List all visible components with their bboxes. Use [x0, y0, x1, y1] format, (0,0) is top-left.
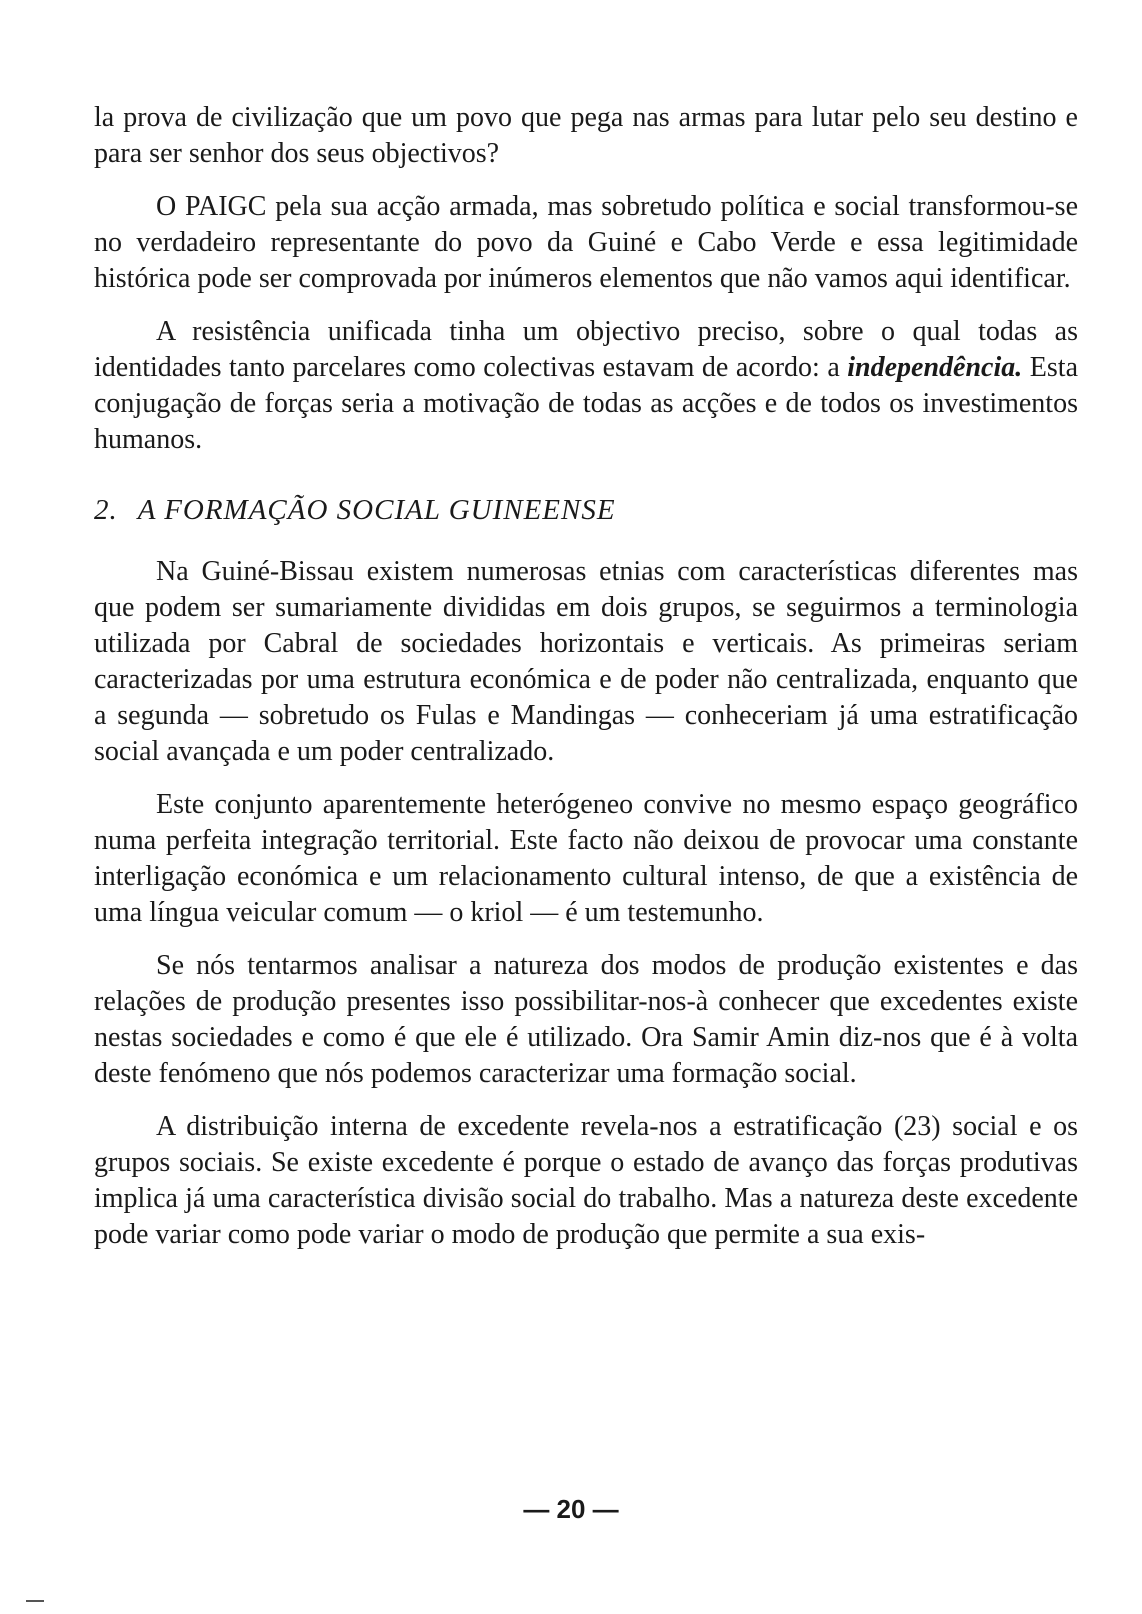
paragraph-6: Se nós tentarmos analisar a natureza dos modos de produção existentes e das relações de produção presentes isso possibilitar-nos-à conhecer que excedentes existe nestas sociedades e como é que ele é utilizado. Ora Samir Amin diz-nos que é à volta deste fenómeno que nós podemos caracterizar uma formação social.: [94, 950, 1078, 1089]
section-title: A FORMAÇÃO SOCIAL GUINEENSE: [137, 494, 616, 526]
margin-mark: [26, 1600, 44, 1602]
paragraph-3-end: Esta conjugação de forças seria a motivação de todas as acções e de todos os investimentos humanos.: [94, 352, 1078, 455]
paragraph-4: Na Guiné-Bissau existem numerosas etnias com características diferentes mas que podem ser sumariamente divididas em dois grupos, se seguirmos a terminologia utilizada por Cabral de sociedades horizontais e verticais. As primeiras seriam caracterizadas por uma estrutura económica e de poder não centralizada, enquanto que a segunda — sobretudo os Fulas e Mandingas — conheceriam já uma estratificação social avançada e um poder centralizado.: [94, 556, 1078, 767]
paragraph-5: Este conjunto aparentemente heterógeneo convive no mesmo espaço geográfico numa perfeita integração territorial. Este facto não deixou de provocar uma constante interligação económica e um relacionamento cultural intenso, de que a existência de uma língua veicular comum — o kriol — é um testemunho.: [94, 789, 1078, 928]
paragraph-1: la prova de civilização que um povo que pega nas armas para lutar pelo seu destino e para ser senhor dos seus objectivos?: [94, 102, 1078, 169]
page-number: — 20 —: [523, 1494, 619, 1524]
section-number: 2.: [94, 494, 118, 526]
paragraph-7: A distribuição interna de excedente revela-nos a estratificação (23) social e os grupos sociais. Se existe excedente é porque o estado de avanço das forças produtivas implica já uma característica divisão social do trabalho. Mas a natureza deste excedente pode variar como pode variar o modo de produção que permite a sua exis-: [94, 1111, 1078, 1250]
paragraph-3-start: A resistência unificada tinha um objectivo preciso, sobre o qual todas as identidades tanto parcelares como colectivas estavam de acordo: a: [94, 316, 1078, 383]
page-body: [94, 100, 1078, 1270]
paragraph-3: [94, 314, 1078, 458]
paragraph-2: O PAIGC pela sua acção armada, mas sobretudo política e social transformou-se no verdadeiro representante do povo da Guiné e Cabo Verde e essa legitimidade histórica pode ser comprovada por inúmeros elementos que não vamos aqui identificar.: [94, 191, 1078, 294]
emphasis-independencia: independência.: [847, 352, 1023, 383]
section-heading: [94, 492, 1078, 528]
